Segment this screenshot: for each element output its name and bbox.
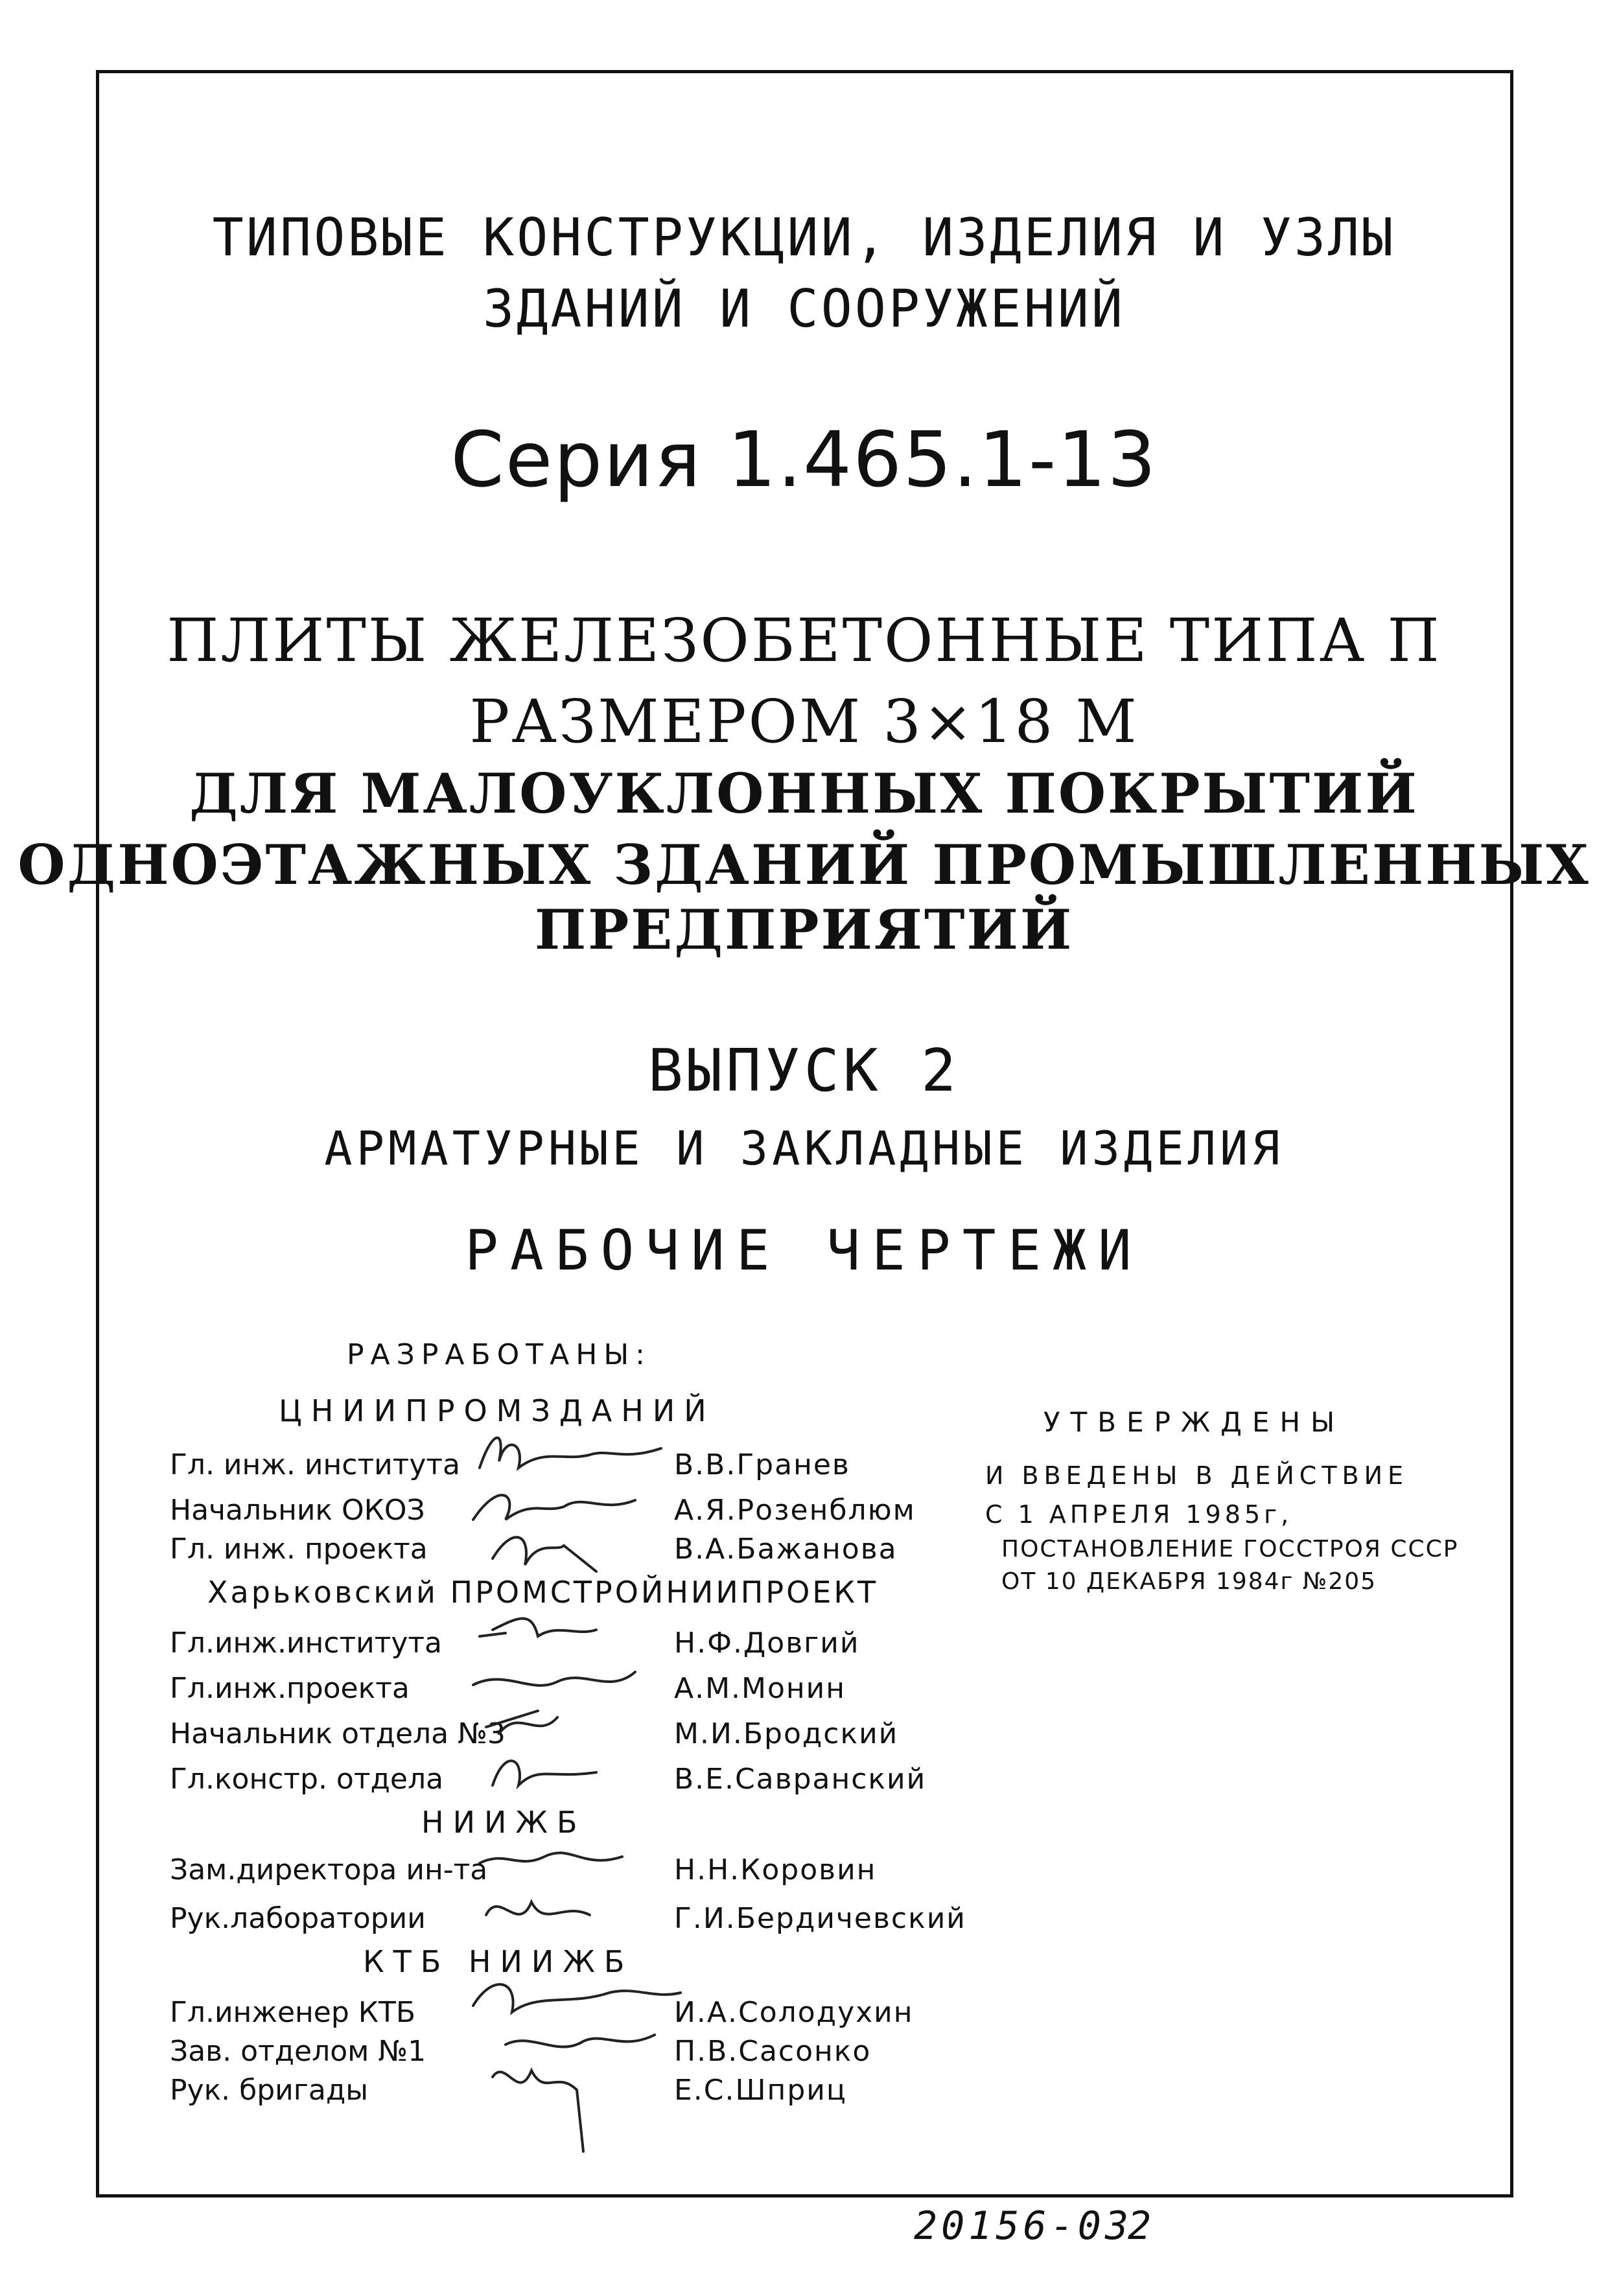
org-name: ЦНИИПРОМЗДАНИЙ xyxy=(279,1393,716,1428)
person-name: И.А.Солодухин xyxy=(674,1996,914,2029)
person-name: В.А.Бажанова xyxy=(674,1533,898,1566)
person-role: Гл.инж.проекта xyxy=(170,1672,410,1705)
person-role: Начальник отдела №3 xyxy=(170,1717,506,1750)
person-role: Гл.констр. отдела xyxy=(170,1763,444,1796)
developed-by-label: РАЗРАБОТАНЫ: xyxy=(347,1338,652,1371)
approval-line-1: И ВВЕДЕНЫ В ДЕЙСТВИЕ xyxy=(985,1461,1409,1490)
document-type: РАБОЧИЕ ЧЕРТЕЖИ xyxy=(465,1218,1143,1283)
person-role: Гл.инж.института xyxy=(170,1627,442,1660)
person-name: А.Я.Розенблюм xyxy=(674,1494,916,1527)
person-role: Гл.инженер КТБ xyxy=(170,1996,416,2029)
person-role: Рук.лаборатории xyxy=(170,1902,426,1935)
header-line-1: ТИПОВЫЕ КОНСТРУКЦИИ, ИЗДЕЛИЯ И УЗЛЫ xyxy=(212,207,1396,268)
signatures xyxy=(467,1422,700,2155)
header-line-2: ЗДАНИЙ И СООРУЖЕНИЙ xyxy=(482,279,1126,339)
product-line-4: ОДНОЭТАЖНЫХ ЗДАНИЙ ПРОМЫШЛЕННЫХ xyxy=(17,833,1591,897)
person-name: Е.С.Шприц xyxy=(674,2074,847,2107)
org-name: НИИЖБ xyxy=(421,1805,587,1840)
person-role: Гл. инж. института xyxy=(170,1448,460,1481)
person-role: Зав. отделом №1 xyxy=(170,2035,426,2068)
product-line-2: РАЗМЕРОМ 3×18 М xyxy=(469,687,1139,756)
document-code: 20156-03 xyxy=(914,2203,1132,2249)
org-name: Харьковский ПРОМСТРОЙНИИПРОЕКТ xyxy=(207,1575,879,1610)
approval-line-2: С 1 АПРЕЛЯ 1985г, xyxy=(985,1500,1293,1529)
person-name: А.М.Монин xyxy=(674,1672,846,1705)
person-role: Начальник ОКОЗ xyxy=(170,1494,425,1527)
person-name: Г.И.Бердичевский xyxy=(674,1902,966,1935)
page-number: 2 xyxy=(1128,2203,1156,2249)
product-line-1: ПЛИТЫ ЖЕЛЕЗОБЕТОННЫЕ ТИПА П xyxy=(167,606,1441,675)
person-name: Н.Н.Коровин xyxy=(674,1853,877,1886)
person-role: Зам.директора ин-та xyxy=(170,1853,488,1886)
person-name: В.В.Гранев xyxy=(674,1448,850,1481)
approval-line-4: ОТ 10 ДЕКАБРЯ 1984г №205 xyxy=(1001,1568,1377,1595)
person-name: П.В.Сасонко xyxy=(674,2035,872,2068)
person-name: М.И.Бродский xyxy=(674,1717,899,1750)
product-line-3: ДЛЯ МАЛОУКЛОННЫХ ПОКРЫТИЙ xyxy=(189,761,1419,826)
approval-line-3: ПОСТАНОВЛЕНИЕ ГОССТРОЯ СССР xyxy=(1001,1536,1459,1562)
issue-subtitle: АРМАТУРНЫЕ И ЗАКЛАДНЫЕ ИЗДЕЛИЯ xyxy=(324,1121,1284,1176)
product-line-5: ПРЕДПРИЯТИЙ xyxy=(534,898,1074,962)
approval-title: УТВЕРЖДЕНЫ xyxy=(1043,1406,1346,1438)
org-name: КТБ НИИЖБ xyxy=(363,1944,634,1979)
person-name: В.Е.Савранский xyxy=(674,1763,927,1796)
series-title: Серия 1.465.1-13 xyxy=(450,415,1158,504)
issue-number: ВЫПУСК 2 xyxy=(647,1037,961,1105)
person-name: Н.Ф.Довгий xyxy=(674,1627,860,1660)
person-role: Рук. бригады xyxy=(170,2074,369,2107)
person-role: Гл. инж. проекта xyxy=(170,1533,428,1566)
